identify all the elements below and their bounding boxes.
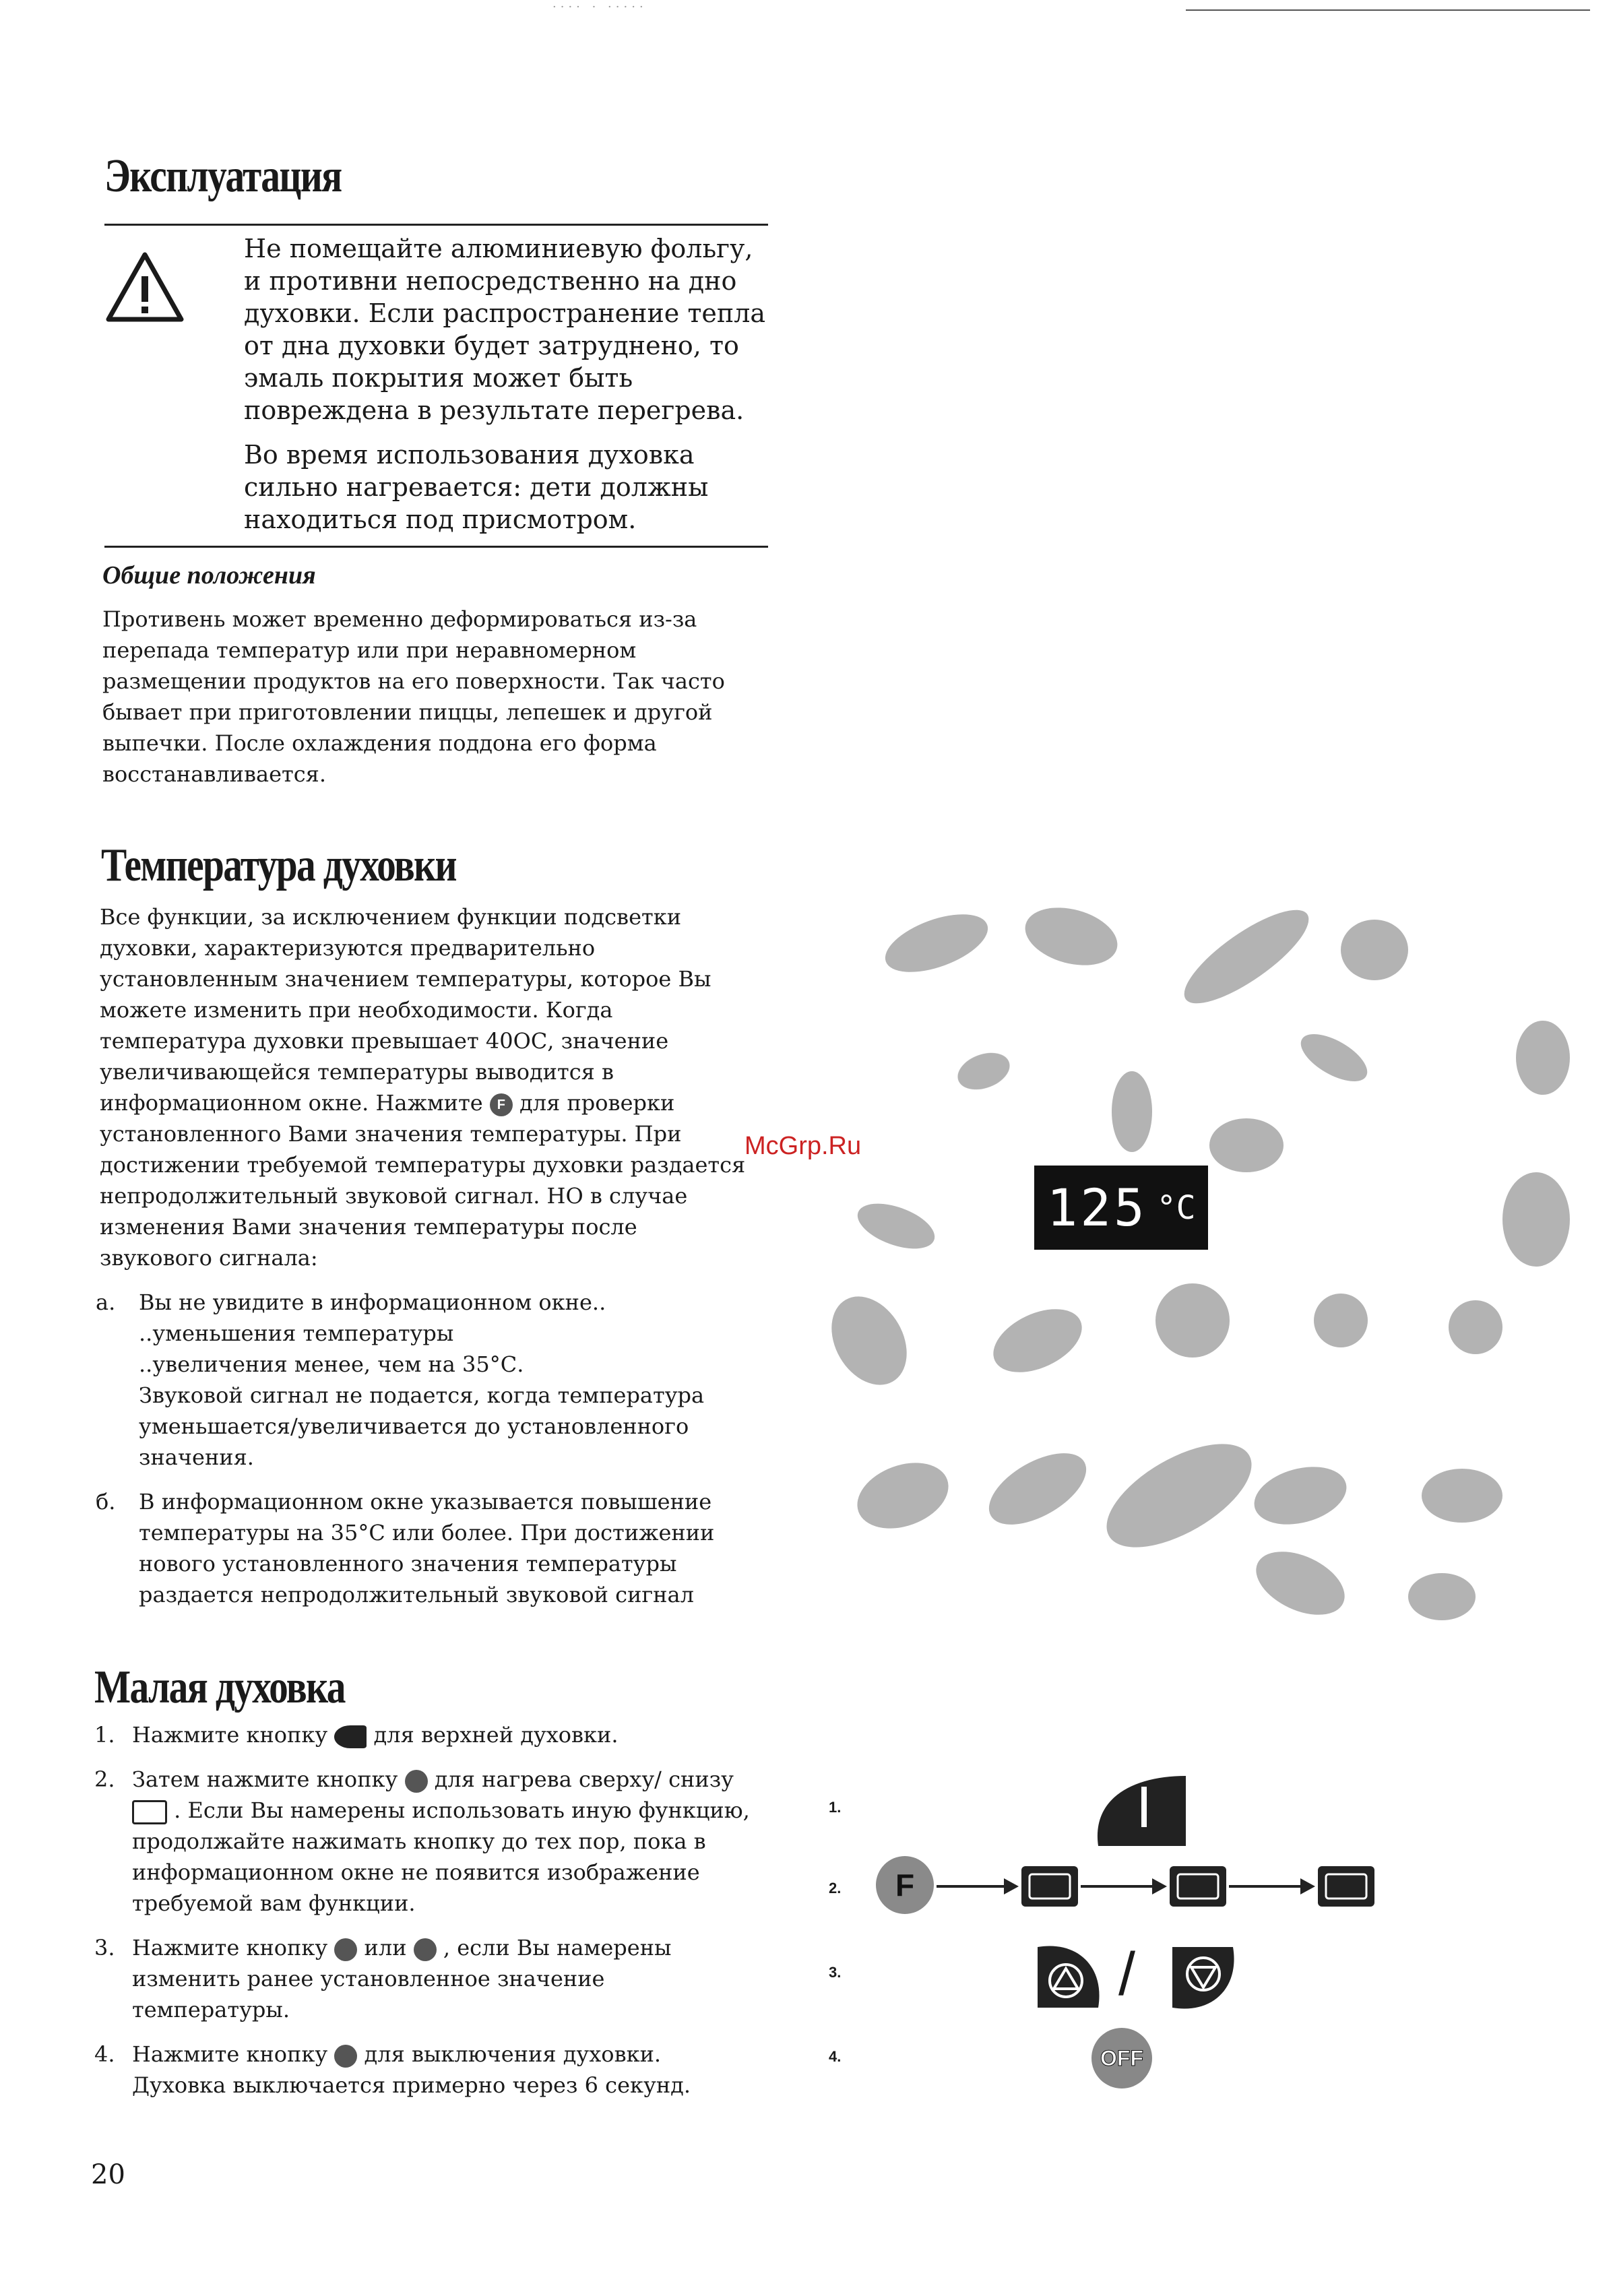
temperature-intro (100, 901, 750, 1273)
top-bottom-heat-icon (132, 1800, 167, 1824)
plus-button-icon (1031, 1940, 1105, 2014)
minus-button-icon (1166, 1940, 1240, 2014)
diagram-step-label: 2. (829, 1880, 842, 1896)
warning-bottom-rule (104, 546, 768, 548)
section-title-oven-temperature: Температура духовки (101, 839, 456, 891)
function-sequence-arrows (937, 1859, 1516, 1913)
temperature-display-unit: °C (1156, 1188, 1196, 1227)
minus-button-icon (414, 1938, 437, 1961)
off-button-label: OFF (1100, 2045, 1143, 2070)
step-text-part: или (364, 1935, 407, 1960)
diagram-step-label: 4. (829, 2048, 842, 2065)
step-text-part: Нажмите кнопку (132, 2041, 328, 2067)
warning-paragraph-2: Во время использования духовка сильно нагревается: дети должны находиться под присмотром. (244, 440, 709, 534)
step-item (94, 2039, 751, 2101)
temperature-display-value: 125 (1046, 1178, 1147, 1238)
list-label: а. (96, 1289, 116, 1315)
list-line: ..увеличения менее, чем на 35°С. (139, 1351, 524, 1377)
step-text-part: для верхней духовки. (373, 1722, 619, 1748)
upper-oven-button-icon (1085, 1772, 1193, 1853)
watermark: McGrp.Ru (745, 1132, 862, 1160)
warning-text (244, 232, 776, 548)
top-right-rule (1186, 9, 1590, 11)
list-body (139, 1287, 742, 1473)
step-text (132, 1764, 751, 1919)
section-title-small-oven: Малая духовка (94, 1661, 345, 1713)
step-number: 2. (94, 1766, 115, 1792)
step-text-part: для выключения духовки. Духовка выключается примерно через 6 секунд. (132, 2041, 691, 2098)
step-text-part: , если Вы намерены изменить ранее установленное значение температуры. (132, 1935, 672, 2022)
off-button-icon (1091, 2028, 1152, 2088)
warning-paragraph-1: Не помещайте алюминиевую фольгу, и противни непосредственно на дно духовки. Если распространение тепла от дна духовки будет затруднено, то эмаль покрытия может быть повреждена в результате перегрева. (244, 234, 766, 425)
step-number: 3. (94, 1935, 115, 1960)
off-button-icon (334, 2045, 357, 2068)
temperature-display (1034, 1166, 1208, 1250)
section-title-operation: Эксплуатация (104, 150, 342, 202)
f-button-label: F (895, 1868, 915, 1903)
temperature-list (96, 1287, 742, 1624)
function-f-icon: F (490, 1093, 513, 1116)
step-number: 1. (94, 1722, 115, 1748)
list-line: В информационном окне указывается повышение температуры на 35°С или более. При достижении нового установленного значения температуры раздается непродолжительный звуковой сигнал (139, 1489, 715, 1607)
list-item (96, 1486, 742, 1610)
warning-top-rule (104, 224, 768, 226)
step-text-part: . Если Вы намерены использовать иную функцию, продолжайте нажимать кнопку до тех пор, пока в информационном окне не появится изображение требуемой вам функции. (132, 1797, 750, 1916)
step-item (94, 1719, 751, 1750)
diagram-slash: / (1118, 1941, 1136, 2008)
small-oven-steps (94, 1719, 751, 2114)
list-body (139, 1486, 742, 1610)
step-text (132, 1932, 751, 2025)
step-text-part: Затем нажмите кнопку (132, 1766, 398, 1792)
top-scan-marks: ···· · ····· (552, 0, 647, 14)
step-text-part: Нажмите кнопку (132, 1935, 328, 1960)
temperature-intro-text: Все функции, за исключением функции подсветки духовки, характеризуются предварительно установленным значением температуры, которое Вы можете изменить при необходимости. Когда температура духовки превышает 40ОС, значение увеличивающейся температуры выводится в информационном окне. Нажмите (100, 904, 711, 1116)
step-item (94, 1932, 751, 2025)
list-item (96, 1287, 742, 1473)
subheading-general: Общие положения (102, 561, 316, 589)
step-number: 4. (94, 2041, 115, 2067)
list-line: Вы не увидите в информационном окне.. (139, 1289, 606, 1315)
list-line: Звуковой сигнал не подается, когда температура уменьшается/увеличивается до установленного значения. (139, 1382, 705, 1470)
step-text (132, 2039, 751, 2101)
step-text-part: для нагрева сверху/ снизу (434, 1766, 734, 1792)
step-item (94, 1764, 751, 1919)
temperature-intro-text-2: для проверки установленного Вами значения температуры. При достижении требуемой температуры духовки раздается непродолжительный звуковой сигнал. НО в случае изменения Вами значения температуры после звукового сигнала: (100, 1090, 746, 1271)
oven-display-photo (815, 903, 1577, 1637)
function-f-button-icon (405, 1770, 428, 1793)
diagram-step-label: 3. (829, 1964, 842, 1981)
warning-triangle-icon (104, 251, 185, 323)
function-f-button-icon (876, 1856, 934, 1914)
diagram-step-label: 1. (829, 1799, 842, 1816)
list-line: ..уменьшения температуры (139, 1320, 454, 1346)
general-text: Противень может временно деформироваться из-за перепада температур или при неравномерном размещении продуктов на его поверхности. Так часто бывает при приготовлении пиццы, лепешек и другой выпечки. После охлаждения поддона его форма восстанавливается. (102, 606, 725, 787)
step-text (132, 1719, 619, 1750)
list-label: б. (96, 1489, 116, 1514)
upper-oven-button-icon (334, 1725, 367, 1748)
small-oven-diagram (815, 1758, 1583, 2095)
plus-button-icon (334, 1938, 357, 1961)
step-text-part: Нажмите кнопку (132, 1722, 328, 1748)
page-number: 20 (91, 2159, 125, 2190)
